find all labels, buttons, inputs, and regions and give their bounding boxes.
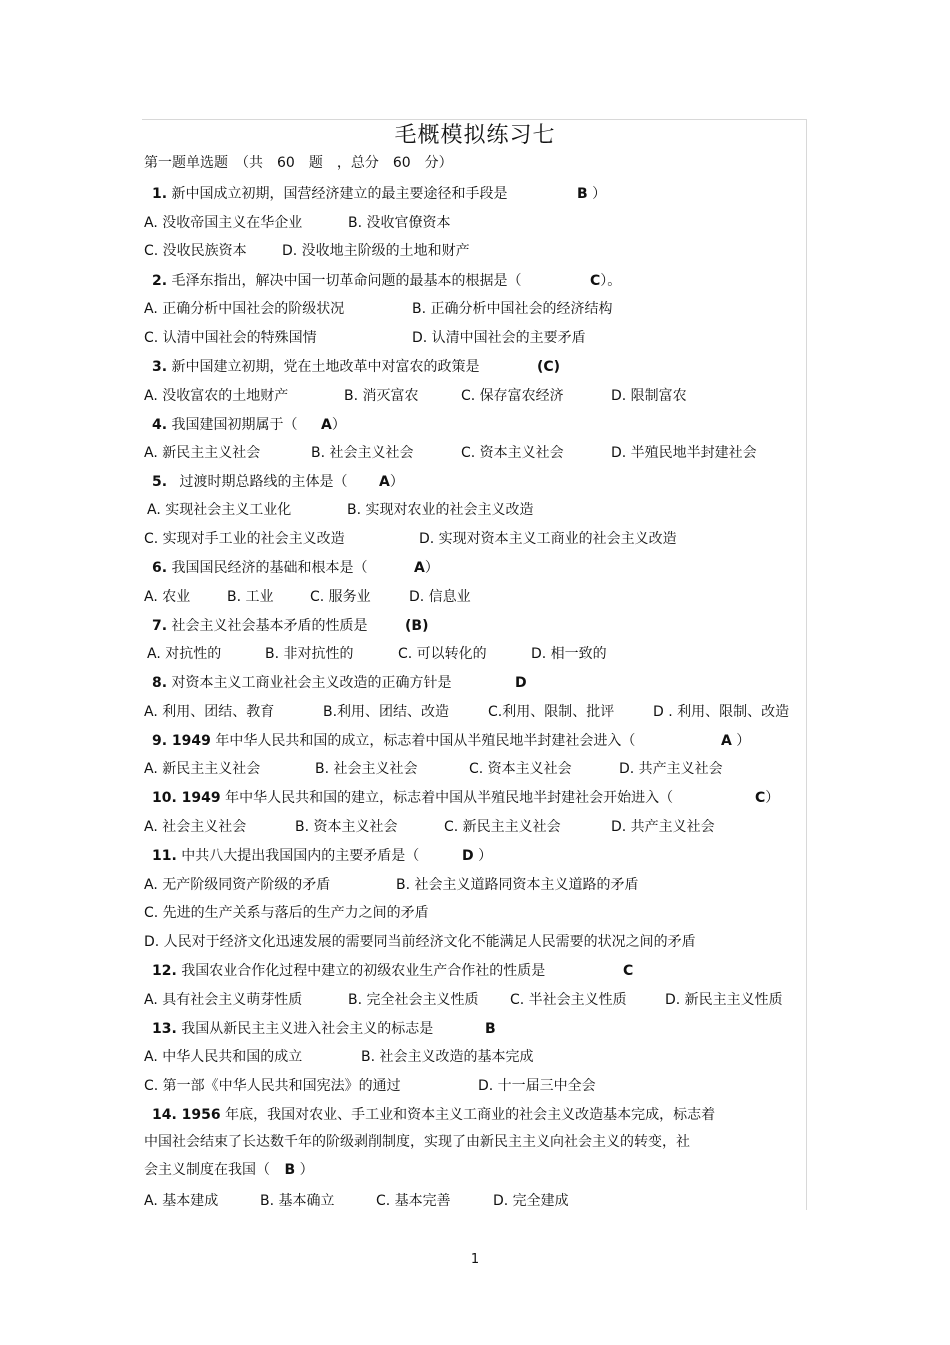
q9-option-a: A. 新民主主义社会 (144, 761, 261, 777)
answer-2 (590, 272, 621, 290)
q11-option-d: D. 人民对于经济文化迅速发展的需要同当前经济文化不能满足人民需要的状况之间的矛盾 (144, 934, 696, 950)
q11-option-b: B. 社会主义道路同资本主义道路的矛盾 (396, 877, 639, 893)
question-text: 我国从新民主主义进入社会主义的标志是 (181, 1021, 434, 1037)
question-6 (152, 559, 368, 577)
q13-option-d: D. 十一届三中全会 (478, 1078, 596, 1094)
q6-option-c: C. 服务业 (310, 589, 371, 605)
answer-bracket: ） (478, 848, 493, 864)
q4-option-a: A. 新民主主义社会 (144, 445, 261, 461)
question-11 (152, 847, 419, 865)
question-9 (152, 732, 635, 750)
question-3 (152, 358, 480, 376)
answer-letter: A (414, 560, 425, 576)
question-number: 2. (152, 273, 168, 289)
answer-bracket: ）。 (600, 273, 622, 289)
question-number: 7. (152, 618, 168, 634)
answer-bracket: ） (765, 790, 780, 806)
question-number: 8. (152, 675, 168, 691)
q7-option-c: C. 可以转化的 (398, 646, 487, 662)
page-number: 1 (470, 1252, 480, 1267)
answer-6 (414, 559, 439, 577)
answer-letter: A (379, 474, 390, 490)
question-number: 10. 1949 (152, 790, 221, 806)
q7-option-a: A. 对抗性的 (147, 646, 222, 662)
q1-option-b: B. 没收官僚资本 (348, 215, 451, 231)
q5-option-c: C. 实现对手工业的社会主义改造 (144, 531, 345, 547)
q8-option-b: B.利用、团结、改造 (323, 704, 450, 720)
q8-option-d: D . 利用、限制、改造 (653, 704, 790, 720)
answer-letter: B (577, 186, 588, 202)
q8-option-a: A. 利用、团结、教育 (144, 704, 275, 720)
question-text: 新中国建立初期，党在土地改革中对富农的政策是 (171, 359, 480, 375)
q12-option-a: A. 具有社会主义萌芽性质 (144, 992, 303, 1008)
answer-letter: B (485, 1021, 496, 1037)
question-text: 新中国成立初期，国营经济建立的最主要途径和手段是 (171, 186, 508, 202)
answer-5 (379, 473, 404, 491)
answer-letter: A (321, 417, 332, 433)
q2-option-d: D. 认清中国社会的主要矛盾 (412, 330, 586, 346)
question-text: 我国农业合作化过程中建立的初级农业生产合作社的性质是 (181, 963, 546, 979)
q12-option-d: D. 新民主主义性质 (665, 992, 783, 1008)
q9-option-c: C. 资本主义社会 (469, 761, 572, 777)
question-text: 我国建国初期属于（ (171, 417, 298, 433)
answer-12 (623, 962, 633, 980)
question-text: 年底，我国对农业、手工业和资本主义工商业的社会主义改造基本完成，标志着 (225, 1107, 716, 1123)
q14-option-a: A. 基本建成 (144, 1193, 219, 1209)
question-number: 12. (152, 963, 177, 979)
q6-option-a: A. 农业 (144, 589, 191, 605)
question-number: 5. (152, 474, 168, 490)
q7-option-b: B. 非对抗性的 (265, 646, 354, 662)
answer-letter: D (515, 675, 527, 691)
question-5 (152, 473, 348, 491)
q8-option-c: C.利用、限制、批评 (488, 704, 615, 720)
answer-13 (485, 1020, 496, 1038)
question-12 (152, 962, 545, 980)
q9-option-d: D. 共产主义社会 (619, 761, 723, 777)
q1-option-c: C. 没收民族资本 (144, 243, 247, 259)
answer-7 (405, 617, 428, 635)
question-text: 过渡时期总路线的主体是（ (179, 474, 348, 490)
q7-option-d: D. 相一致的 (531, 646, 607, 662)
q13-option-b: B. 社会主义改造的基本完成 (361, 1049, 534, 1065)
q14-option-d: D. 完全建成 (493, 1193, 569, 1209)
answer-3 (537, 358, 560, 376)
answer-letter: D (462, 848, 474, 864)
q3-option-a: A. 没收富农的土地财产 (144, 388, 289, 404)
question-14-line-2: 中国社会结束了长达数千年的阶级剥削制度，实现了由新民主主义向社会主义的转变，社 (144, 1134, 690, 1150)
q5-option-b: B. 实现对农业的社会主义改造 (347, 502, 534, 518)
answer-letter: A (721, 733, 732, 749)
question-text: 社会主义社会基本矛盾的性质是 (171, 618, 368, 634)
answer-bracket: ） (331, 417, 346, 433)
question-number: 4. (152, 417, 168, 433)
question-14-line-3 (144, 1161, 314, 1179)
question-number: 9. 1949 (152, 733, 211, 749)
q1-option-a: A. 没收帝国主义在华企业 (144, 215, 303, 231)
answer-9 (721, 732, 750, 750)
document-title: 毛概模拟练习七 (394, 123, 556, 148)
q2-option-b: B. 正确分析中国社会的经济结构 (412, 301, 613, 317)
question-10 (152, 789, 673, 807)
q14-option-b: B. 基本确立 (260, 1193, 335, 1209)
q10-option-c: C. 新民主主义社会 (444, 819, 561, 835)
question-number: 13. (152, 1021, 177, 1037)
answer-10 (755, 789, 779, 807)
question-text: 会主义制度在我国（ (144, 1162, 270, 1178)
answer-bracket: ） (299, 1162, 314, 1178)
answer-bracket: ） (389, 474, 404, 490)
q4-option-b: B. 社会主义社会 (311, 445, 414, 461)
question-text: 年中华人民共和国的成立，标志着中国从半殖民地半封建社会进入（ (215, 733, 636, 749)
question-text: 我国国民经济的基础和根本是（ (171, 560, 368, 576)
question-13 (152, 1020, 433, 1038)
q6-option-d: D. 信息业 (409, 589, 471, 605)
question-1 (152, 185, 508, 203)
q3-option-c: C. 保存富农经济 (461, 388, 564, 404)
answer-bracket: ） (592, 186, 607, 202)
q2-option-a: A. 正确分析中国社会的阶级状况 (144, 301, 345, 317)
question-number: 6. (152, 560, 168, 576)
question-number: 14. 1956 (152, 1107, 221, 1123)
question-4 (152, 416, 298, 434)
q5-option-a: A. 实现社会主义工业化 (147, 502, 292, 518)
question-8 (152, 674, 452, 692)
q3-option-d: D. 限制富农 (611, 388, 687, 404)
q10-option-d: D. 共产主义社会 (611, 819, 715, 835)
q11-option-c: C. 先进的生产关系与落后的生产力之间的矛盾 (144, 905, 429, 921)
answer-letter: C (623, 963, 634, 979)
question-text: 毛泽东指出，解决中国一切革命问题的最基本的根据是（ (171, 273, 522, 289)
q10-option-b: B. 资本主义社会 (295, 819, 398, 835)
question-number: 11. (152, 848, 177, 864)
question-text: 中共八大提出我国国内的主要矛盾是（ (181, 848, 420, 864)
answer-letter: C (590, 273, 601, 289)
answer-letter: C (755, 790, 766, 806)
question-text: 年中华人民共和国的建立，标志着中国从半殖民地半封建社会开始进入（ (225, 790, 674, 806)
q11-option-a: A. 无产阶级同资产阶级的矛盾 (144, 877, 331, 893)
answer-letter: B (284, 1162, 296, 1178)
answer-letter: (B) (405, 618, 429, 634)
question-text: 对资本主义工商业社会主义改造的正确方针是 (171, 675, 452, 691)
q4-option-d: D. 半殖民地半封建社会 (611, 445, 757, 461)
q14-option-c: C. 基本完善 (376, 1193, 451, 1209)
q9-option-b: B. 社会主义社会 (315, 761, 418, 777)
q6-option-b: B. 工业 (227, 589, 274, 605)
question-number: 3. (152, 359, 168, 375)
q13-option-a: A. 中华人民共和国的成立 (144, 1049, 303, 1065)
q1-option-d: D. 没收地主阶级的土地和财产 (282, 243, 470, 259)
q3-option-b: B. 消灭富农 (344, 388, 419, 404)
section-heading: 第一题单选题 （共 60 题 ，总分 60 分） (144, 155, 453, 171)
answer-11 (462, 847, 492, 865)
q2-option-c: C. 认清中国社会的特殊国情 (144, 330, 317, 346)
answer-1 (577, 185, 606, 203)
answer-4 (321, 416, 346, 434)
q10-option-a: A. 社会主义社会 (144, 819, 247, 835)
answer-bracket: ） (736, 733, 751, 749)
question-14 (152, 1106, 715, 1124)
answer-letter: (C) (537, 359, 561, 375)
q5-option-d: D. 实现对资本主义工商业的社会主义改造 (419, 531, 677, 547)
q12-option-b: B. 完全社会主义性质 (348, 992, 479, 1008)
q12-option-c: C. 半社会主义性质 (510, 992, 627, 1008)
question-2 (152, 272, 522, 290)
answer-bracket: ） (424, 560, 439, 576)
q4-option-c: C. 资本主义社会 (461, 445, 564, 461)
question-number: 1. (152, 186, 168, 202)
answer-8 (515, 674, 527, 692)
question-7 (152, 617, 368, 635)
q13-option-c: C. 第一部《中华人民共和国宪法》的通过 (144, 1078, 401, 1094)
